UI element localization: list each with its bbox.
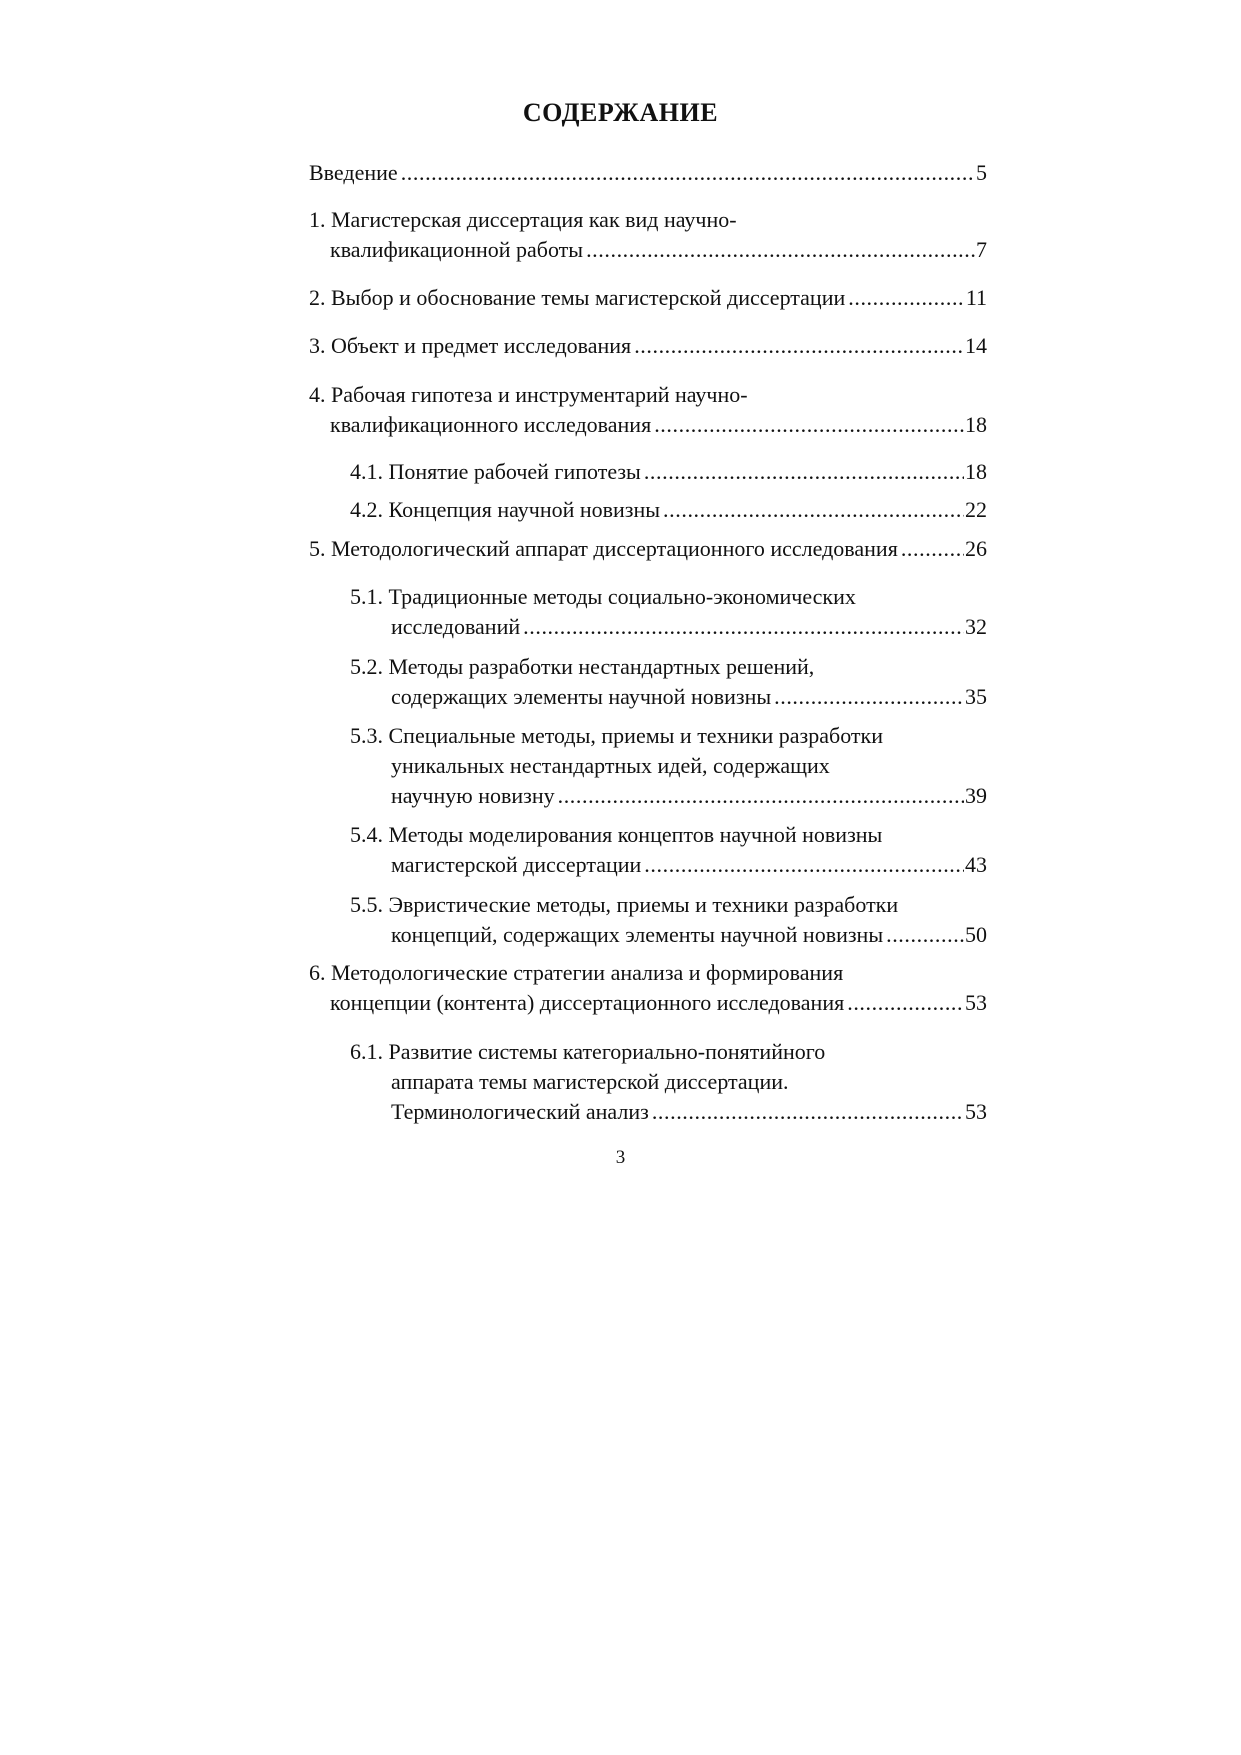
toc-entry-label: магистерской диссертации xyxy=(391,852,642,877)
toc-entry-1-cont[interactable] xyxy=(330,235,987,265)
toc-entry-5-2[interactable] xyxy=(350,652,987,682)
toc-entry-label: 2. Выбор и обоснование темы магистерской диссертации xyxy=(309,285,846,310)
toc-entry-page: 18 xyxy=(965,412,987,437)
toc-entry-label: исследований xyxy=(391,614,521,639)
toc-entry-page: 32 xyxy=(965,614,987,639)
toc-entry-5-4-cont[interactable] xyxy=(391,850,987,880)
dot-leader xyxy=(654,410,964,440)
toc-entry-label: 5.1. Традиционные методы социально-экономических xyxy=(350,584,856,609)
toc-entry-page: 7 xyxy=(976,237,987,262)
toc-entry-page: 18 xyxy=(965,459,987,484)
toc-entry-page: 22 xyxy=(965,497,987,522)
dot-leader xyxy=(634,331,964,361)
toc-entry-4-1[interactable] xyxy=(350,457,987,487)
toc-entry-page: 26 xyxy=(965,536,987,561)
toc-entry-6-1-cont2[interactable] xyxy=(391,1097,987,1127)
toc-entry-5-2-cont[interactable] xyxy=(391,682,987,712)
toc-entry-5-3-cont[interactable] xyxy=(391,751,987,781)
toc-entry-label: 5.5. Эвристические методы, приемы и техники разработки xyxy=(350,892,899,917)
toc-entry-1[interactable] xyxy=(309,205,987,235)
dot-leader xyxy=(401,158,975,188)
dot-leader xyxy=(886,920,964,950)
toc-entry-page: 35 xyxy=(965,684,987,709)
toc-entry-label: уникальных нестандартных идей, содержащих xyxy=(391,753,830,778)
toc-entry-6-1-cont[interactable] xyxy=(391,1067,987,1097)
toc-entry-page: 14 xyxy=(965,333,987,358)
toc-entry-5[interactable] xyxy=(309,534,987,564)
toc-entry-label: 6. Методологические стратегии анализа и формирования xyxy=(309,960,844,985)
toc-entry-label: 5.2. Методы разработки нестандартных решений, xyxy=(350,654,815,679)
dot-leader xyxy=(847,988,964,1018)
dot-leader xyxy=(774,682,964,712)
toc-entry-label: 5. Методологический аппарат диссертационного исследования xyxy=(309,536,898,561)
toc-entry-page: 53 xyxy=(965,990,987,1015)
toc-entry-label: квалификационного исследования xyxy=(330,412,652,437)
dot-leader xyxy=(652,1097,964,1127)
toc-entry-5-1[interactable] xyxy=(350,582,987,612)
toc-entry-label: концепции (контента) диссертационного исследования xyxy=(330,990,845,1015)
toc-entry-label: 4.1. Понятие рабочей гипотезы xyxy=(350,459,641,484)
toc-entry-6-1[interactable] xyxy=(350,1037,987,1067)
toc-entry-5-3-cont2[interactable] xyxy=(391,781,987,811)
toc-entry-label: 1. Магистерская диссертация как вид научно- xyxy=(309,207,737,232)
page-title: СОДЕРЖАНИЕ xyxy=(522,98,719,127)
dot-leader xyxy=(586,235,975,265)
dot-leader xyxy=(663,495,964,525)
toc-entry-label: аппарата темы магистерской диссертации. xyxy=(391,1069,789,1094)
toc-entry-6[interactable] xyxy=(309,958,987,988)
toc-entry-4[interactable] xyxy=(309,380,987,410)
toc-entry-5-5[interactable] xyxy=(350,890,987,920)
toc-entry-label: 5.3. Специальные методы, приемы и техники разработки xyxy=(350,723,883,748)
toc-entry-label: концепций, содержащих элементы научной новизны xyxy=(391,922,884,947)
toc-entry-page: 43 xyxy=(965,852,987,877)
toc-entry-5-4[interactable] xyxy=(350,820,987,850)
toc-entry-page: 39 xyxy=(965,783,987,808)
dot-leader xyxy=(848,283,965,313)
dot-leader xyxy=(644,850,964,880)
toc-entry-6-cont[interactable] xyxy=(330,988,987,1018)
toc-entry-label: Терминологический анализ xyxy=(391,1099,649,1124)
toc-entry-page: 50 xyxy=(965,922,987,947)
toc-entry-page: 11 xyxy=(965,285,987,310)
toc-entry-label: 4. Рабочая гипотеза и инструментарий научно- xyxy=(309,382,748,407)
toc-entry-page: 5 xyxy=(976,160,987,185)
toc-entry-label: содержащих элементы научной новизны xyxy=(391,684,772,709)
toc-entry-label: Введение xyxy=(309,160,398,185)
toc-entry-label: квалификационной работы xyxy=(330,237,584,262)
toc-entry-label: 3. Объект и предмет исследования xyxy=(309,333,632,358)
dot-leader xyxy=(523,612,964,642)
dot-leader xyxy=(644,457,964,487)
toc-entry-5-5-cont[interactable] xyxy=(391,920,987,950)
toc-entry-page: 53 xyxy=(965,1099,987,1124)
toc-entry-label: 4.2. Концепция научной новизны xyxy=(350,497,661,522)
toc-entry-4-cont[interactable] xyxy=(330,410,987,440)
toc-entry-label: 5.4. Методы моделирования концептов научной новизны xyxy=(350,822,883,847)
toc-entry-3[interactable] xyxy=(309,331,987,361)
toc-entry-5-1-cont[interactable] xyxy=(391,612,987,642)
toc-entry-label: научную новизну xyxy=(391,783,555,808)
toc-entry-label: 6.1. Развитие системы категориально-понятийного xyxy=(350,1039,826,1064)
dot-leader xyxy=(901,534,964,564)
toc-entry-5-3[interactable] xyxy=(350,721,987,751)
dot-leader xyxy=(558,781,964,811)
toc-entry-intro[interactable] xyxy=(309,158,987,188)
toc-entry-2[interactable] xyxy=(309,283,987,313)
toc-entry-4-2[interactable] xyxy=(350,495,987,525)
page-number: 3 xyxy=(615,1147,626,1168)
